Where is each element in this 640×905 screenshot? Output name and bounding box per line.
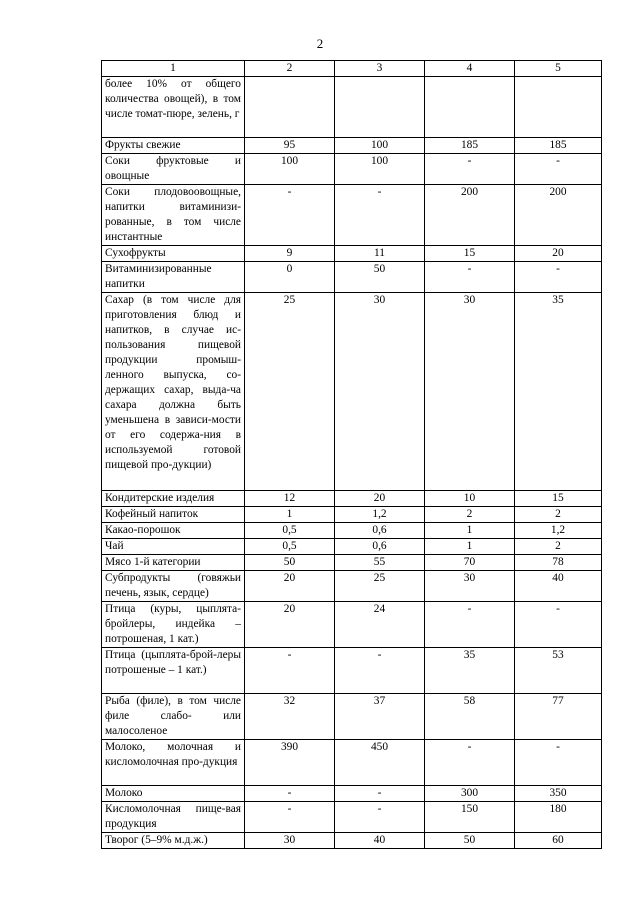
value-cell-col-2: - [245, 648, 335, 694]
value-cell-col-4: - [425, 154, 515, 185]
value-cell-col-5: 78 [515, 555, 602, 571]
value-cell-col-5: 35 [515, 293, 602, 491]
table-body [102, 77, 602, 849]
value-cell-col-3: 37 [335, 694, 425, 740]
table-row [102, 77, 602, 138]
table-row [102, 694, 602, 740]
product-name-cell: Сахар (в том числе для приготовления блюд и напитков, в случае ис-пользования пищевой продукции промыш-ленного выпуска, со-держащих сахар, выда-ча сахара должна быть уменьшена в зависи-мости от его содержа-ния в используемой готовой пищевой про-дукции) [102, 293, 245, 491]
value-cell-col-5: - [515, 740, 602, 786]
food-norms-table [101, 60, 602, 849]
value-cell-col-5: 350 [515, 786, 602, 802]
table-row [102, 786, 602, 802]
product-name-cell: более 10% от общего количества овощей), в том числе томат-пюре, зелень, г [102, 77, 245, 138]
value-cell-col-4: - [425, 262, 515, 293]
value-cell-col-2: 20 [245, 571, 335, 602]
value-cell-col-4: 1 [425, 523, 515, 539]
value-cell-col-4: 300 [425, 786, 515, 802]
value-cell-col-5: 1,2 [515, 523, 602, 539]
value-cell-col-2: 32 [245, 694, 335, 740]
table-row [102, 602, 602, 648]
product-name-cell: Субпродукты (говяжьи печень, язык, сердце) [102, 571, 245, 602]
product-name-cell: Кофейный напиток [102, 507, 245, 523]
value-cell-col-4: 70 [425, 555, 515, 571]
value-cell-col-2: 100 [245, 154, 335, 185]
table-row [102, 154, 602, 185]
value-cell-col-5: 200 [515, 185, 602, 246]
value-cell-col-3 [335, 77, 425, 138]
table-row [102, 138, 602, 154]
value-cell-col-2: - [245, 185, 335, 246]
value-cell-col-5: - [515, 602, 602, 648]
value-cell-col-4: 10 [425, 491, 515, 507]
table-header [102, 61, 602, 77]
product-name-cell: Кисломолочная пище-вая продукция [102, 802, 245, 833]
value-cell-col-4: 185 [425, 138, 515, 154]
table-row [102, 539, 602, 555]
product-name-cell: Соки фруктовые и овощные [102, 154, 245, 185]
value-cell-col-3: 25 [335, 571, 425, 602]
table-row [102, 507, 602, 523]
value-cell-col-3: 40 [335, 833, 425, 849]
value-cell-col-5 [515, 77, 602, 138]
value-cell-col-3: - [335, 648, 425, 694]
value-cell-col-5: 20 [515, 246, 602, 262]
table-row [102, 833, 602, 849]
value-cell-col-5: - [515, 262, 602, 293]
value-cell-col-3: - [335, 802, 425, 833]
value-cell-col-4: 2 [425, 507, 515, 523]
header-cell-3: 3 [335, 61, 425, 77]
value-cell-col-2: 0,5 [245, 523, 335, 539]
value-cell-col-2: 30 [245, 833, 335, 849]
value-cell-col-4: 15 [425, 246, 515, 262]
value-cell-col-5: 2 [515, 507, 602, 523]
value-cell-col-4: 58 [425, 694, 515, 740]
value-cell-col-5: - [515, 154, 602, 185]
value-cell-col-2: 390 [245, 740, 335, 786]
product-name-cell: Птица (цыплята-брой-леры потрошеные – 1 кат.) [102, 648, 245, 694]
value-cell-col-2: 25 [245, 293, 335, 491]
table-row [102, 491, 602, 507]
product-name-cell: Птица (куры, цыплята-бройлеры, индейка – потрошеная, 1 кат.) [102, 602, 245, 648]
value-cell-col-2: 95 [245, 138, 335, 154]
product-name-cell: Кондитерские изделия [102, 491, 245, 507]
value-cell-col-3: 0,6 [335, 539, 425, 555]
value-cell-col-5: 180 [515, 802, 602, 833]
product-name-cell: Фрукты свежие [102, 138, 245, 154]
product-name-cell: Какао-порошок [102, 523, 245, 539]
table-row [102, 648, 602, 694]
value-cell-col-2: 1 [245, 507, 335, 523]
value-cell-col-4: 1 [425, 539, 515, 555]
value-cell-col-3: 0,6 [335, 523, 425, 539]
product-name-cell: Соки плодовоовощные, напитки витаминизи-рованные, в том числе инстантные [102, 185, 245, 246]
value-cell-col-3: - [335, 185, 425, 246]
value-cell-col-5: 60 [515, 833, 602, 849]
table-row [102, 185, 602, 246]
value-cell-col-3: 24 [335, 602, 425, 648]
value-cell-col-4: 30 [425, 571, 515, 602]
table-row [102, 523, 602, 539]
table-row [102, 555, 602, 571]
table-row [102, 571, 602, 602]
value-cell-col-4 [425, 77, 515, 138]
value-cell-col-4: - [425, 740, 515, 786]
product-name-cell: Рыба (филе), в том числе филе слабо- или малосоленое [102, 694, 245, 740]
value-cell-col-5: 53 [515, 648, 602, 694]
value-cell-col-3: 450 [335, 740, 425, 786]
value-cell-col-5: 40 [515, 571, 602, 602]
value-cell-col-2: - [245, 802, 335, 833]
value-cell-col-3: 100 [335, 138, 425, 154]
table-row [102, 802, 602, 833]
value-cell-col-2: 0,5 [245, 539, 335, 555]
value-cell-col-2: 9 [245, 246, 335, 262]
value-cell-col-2: 20 [245, 602, 335, 648]
value-cell-col-2: 0 [245, 262, 335, 293]
value-cell-col-4: 30 [425, 293, 515, 491]
header-cell-1: 1 [102, 61, 245, 77]
page-number: 2 [316, 36, 324, 51]
value-cell-col-4: 200 [425, 185, 515, 246]
product-name-cell: Чай [102, 539, 245, 555]
value-cell-col-2 [245, 77, 335, 138]
product-name-cell: Сухофрукты [102, 246, 245, 262]
value-cell-col-5: 185 [515, 138, 602, 154]
value-cell-col-3: 100 [335, 154, 425, 185]
value-cell-col-3: 55 [335, 555, 425, 571]
value-cell-col-4: - [425, 602, 515, 648]
value-cell-col-3: 30 [335, 293, 425, 491]
product-name-cell: Молоко [102, 786, 245, 802]
product-name-cell: Молоко, молочная и кисломолочная про-дукция [102, 740, 245, 786]
value-cell-col-3: 1,2 [335, 507, 425, 523]
value-cell-col-3: - [335, 786, 425, 802]
value-cell-col-5: 15 [515, 491, 602, 507]
value-cell-col-4: 150 [425, 802, 515, 833]
value-cell-col-4: 50 [425, 833, 515, 849]
product-name-cell: Мясо 1-й категории [102, 555, 245, 571]
table-row [102, 740, 602, 786]
value-cell-col-5: 2 [515, 539, 602, 555]
table-row [102, 293, 602, 491]
value-cell-col-3: 11 [335, 246, 425, 262]
value-cell-col-3: 20 [335, 491, 425, 507]
header-cell-4: 4 [425, 61, 515, 77]
header-cell-5: 5 [515, 61, 602, 77]
table-row [102, 262, 602, 293]
product-name-cell: Витаминизированные напитки [102, 262, 245, 293]
value-cell-col-2: 50 [245, 555, 335, 571]
header-cell-2: 2 [245, 61, 335, 77]
value-cell-col-3: 50 [335, 262, 425, 293]
value-cell-col-4: 35 [425, 648, 515, 694]
value-cell-col-2: 12 [245, 491, 335, 507]
product-name-cell: Творог (5–9% м.д.ж.) [102, 833, 245, 849]
value-cell-col-2: - [245, 786, 335, 802]
table-row [102, 246, 602, 262]
value-cell-col-5: 77 [515, 694, 602, 740]
